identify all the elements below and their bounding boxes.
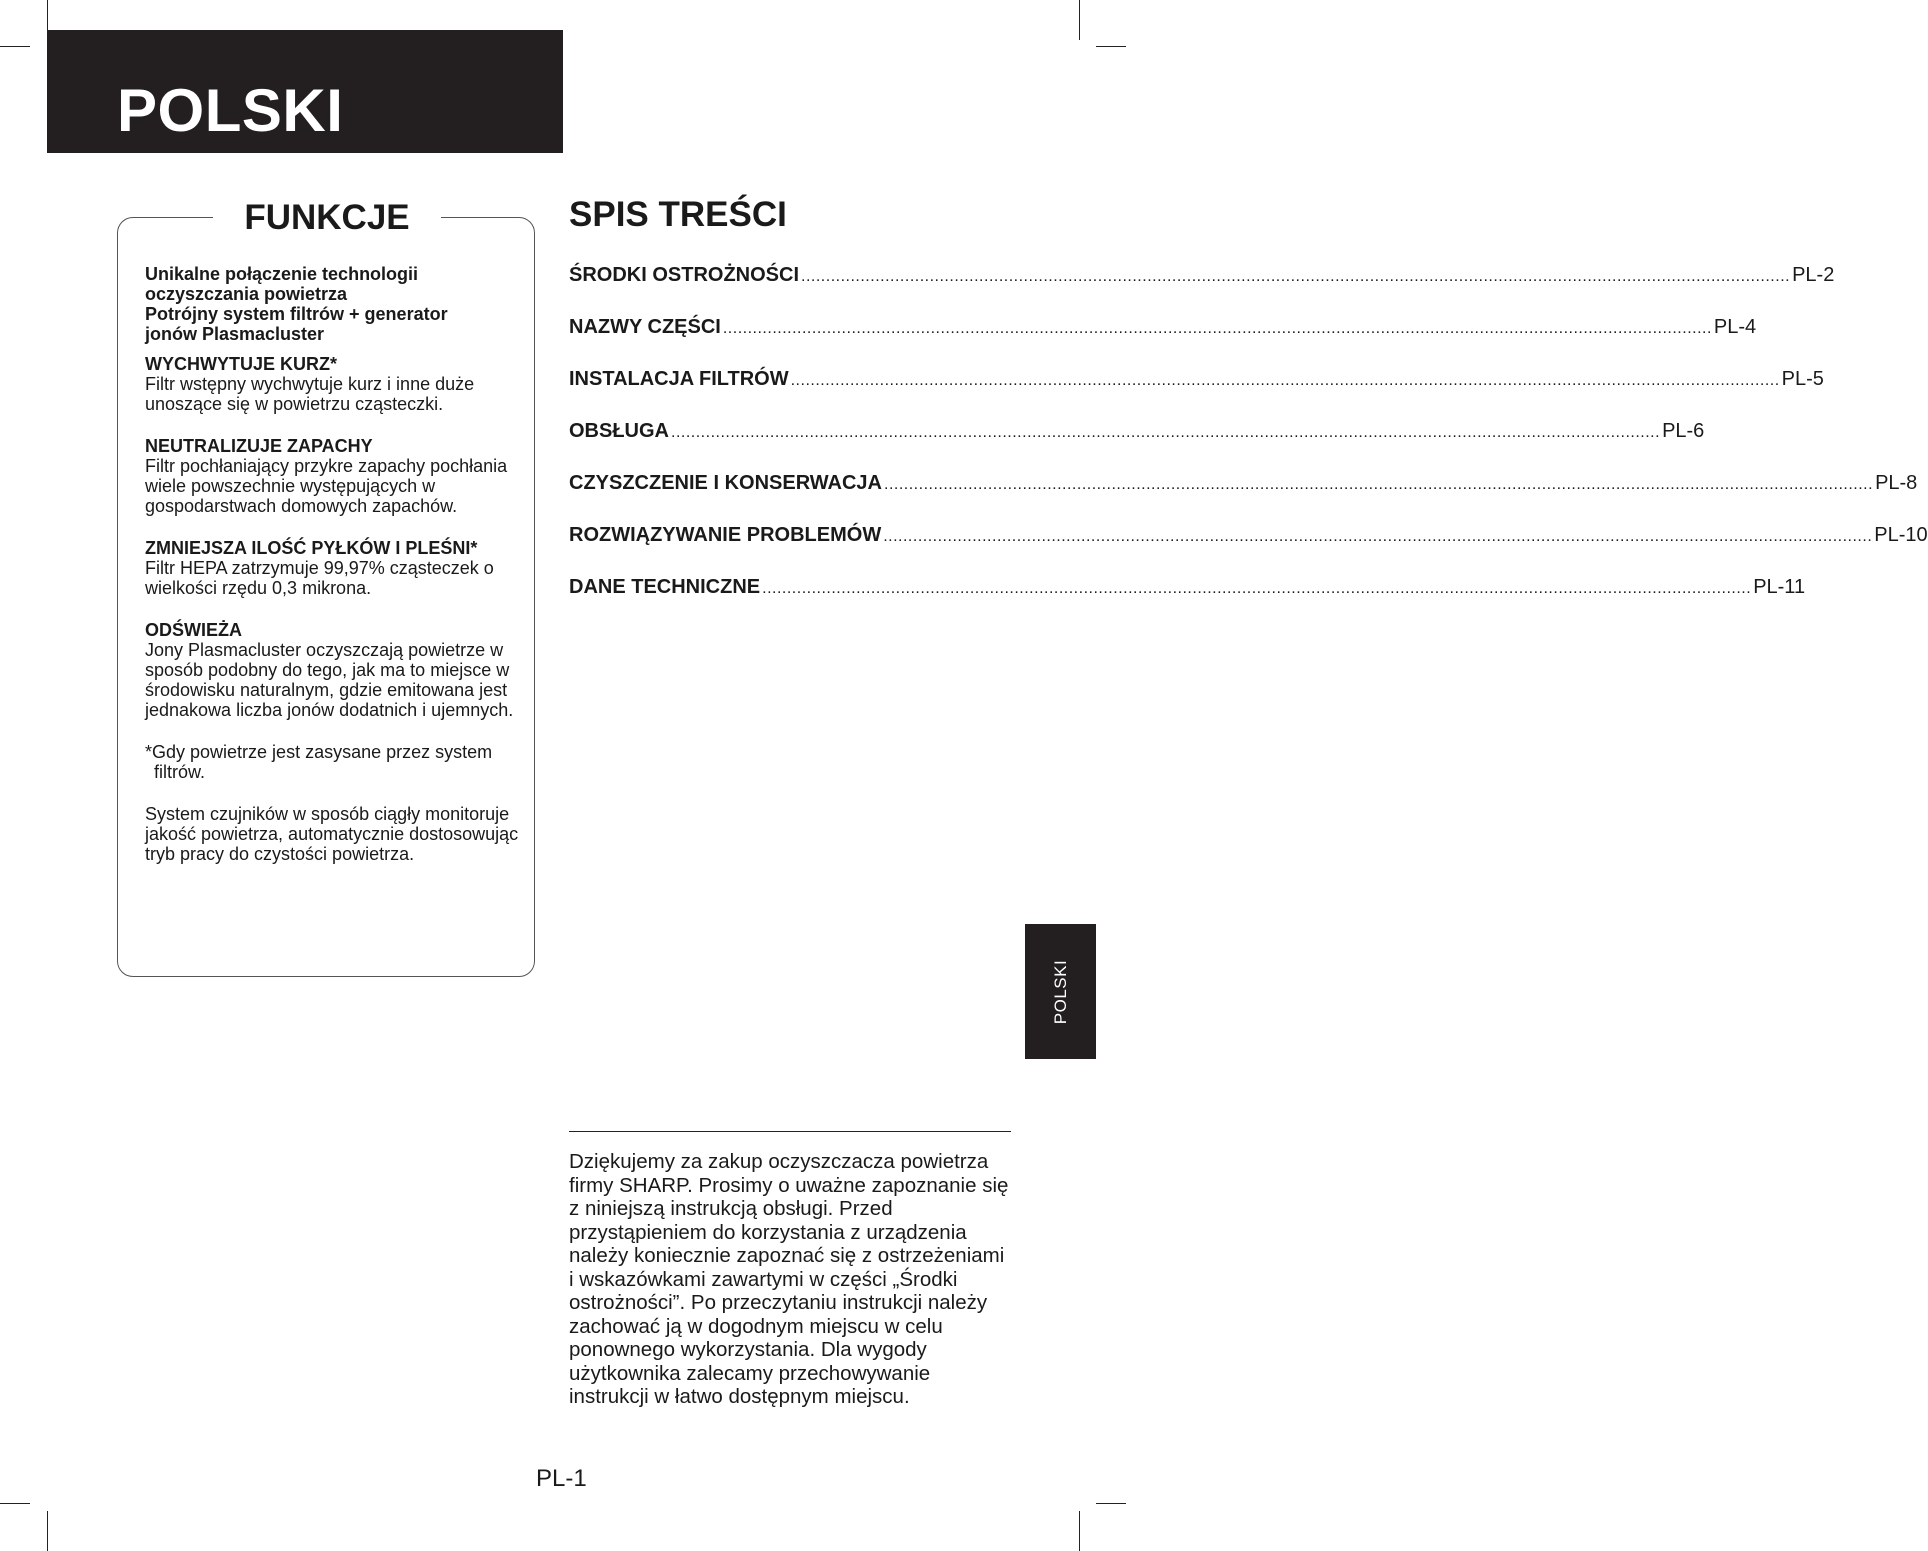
intro-line: oczyszczania powietrza (145, 284, 348, 304)
intro-line: Unikalne połączenie technologii (145, 264, 419, 284)
page-number: PL-1 (536, 1465, 587, 1492)
toc-leader-dots: ........................................................................................................................................................................................................ (883, 528, 1873, 545)
feature-text: Filtr pochłaniający przykre zapachy pochłania wiele powszechnie występujących w gospodarstwach domowych zapachów. (145, 456, 508, 516)
toc-leader-dots: ........................................................................................................................................................................................................ (884, 476, 1874, 493)
feature-text: Jony Plasmacluster oczyszczają powietrze w sposób podobny do tego, jak ma to miejsce w środowisku naturalnym, gdzie emitowana jest jednakowa liczba jonów dodatnich i ujemnych. (145, 640, 514, 720)
intro-line: Potrójny system filtrów + generator (145, 304, 448, 324)
toc-entry[interactable] (569, 314, 1757, 366)
sensor-note: System czujników w sposób ciągły monitoruje jakość powietrza, automatycznie dostosowując tryb pracy do czystości powietrza. (145, 804, 519, 864)
divider (569, 1131, 1011, 1132)
toc-list (569, 262, 1928, 626)
features-title: FUNKCJE (213, 196, 441, 240)
toc-label: CZYSZCZENIE I KONSERWACJA (569, 472, 882, 494)
feature-odors (145, 436, 530, 516)
toc-entry[interactable] (569, 574, 1806, 626)
toc-page: PL-10 (1874, 524, 1928, 546)
toc-entry[interactable] (569, 522, 1928, 574)
toc-page: PL-4 (1713, 316, 1757, 338)
toc-leader-dots: ........................................................................................................................................................................................................ (790, 372, 1780, 389)
toc-page: PL-5 (1781, 368, 1824, 390)
toc-entry[interactable] (569, 418, 1705, 470)
language-side-tab (1025, 924, 1096, 1059)
toc-title: SPIS TREŚCI (569, 195, 787, 234)
feature-text: Filtr HEPA zatrzymuje 99,97% cząsteczek o wielkości rzędu 0,3 mikrona. (145, 558, 494, 598)
toc-entry[interactable] (569, 262, 1835, 314)
toc-entry[interactable] (569, 366, 1824, 418)
toc-page: PL-8 (1875, 472, 1918, 494)
thank-you-text: Dziękujemy za zakup oczyszczacza powietrza firmy SHARP. Prosimy o uważne zapoznanie się z niniejszą instrukcją obsługi. Przed przystąpieniem do korzystania z urządzenia należy koniecznie zapoznać się z ostrzeżeniami i wskazówkami zawartymi w części „Środki ostrożności”. Po przeczytaniu instrukcji należy zachować ją w dogodnym miejscu w celu ponownego wykorzystania. Dla wygody użytkownika zalecamy przechowywanie instrukcji w łatwo dostępnym miejscu. (569, 1150, 1009, 1408)
feature-heading: NEUTRALIZUJE ZAPACHY (145, 436, 373, 456)
intro-line: jonów Plasmacluster (145, 324, 325, 344)
toc-page: PL-11 (1753, 576, 1806, 598)
toc-label: OBSŁUGA (569, 420, 669, 442)
feature-heading: WYCHWYTUJE KURZ* (145, 354, 337, 374)
crop-mark-bottom-left-h (0, 1503, 30, 1504)
feature-dust (145, 354, 530, 414)
toc-leader-dots: ........................................................................................................................................................................................................ (722, 320, 1712, 337)
toc-label: DANE TECHNICZNE (569, 576, 761, 598)
header-band (47, 30, 563, 153)
feature-pollen (145, 538, 530, 598)
crop-mark-bottom-left (47, 1511, 48, 1551)
footnote: *Gdy powietrze jest zasysane przez system filtrów. (145, 742, 493, 782)
crop-mark-top-left-h (0, 46, 30, 47)
features-intro (145, 264, 530, 344)
language-side-tab-label: POLSKI (1050, 959, 1070, 1024)
crop-mark-bottom-right-h (1096, 1503, 1126, 1504)
toc-label: ŚRODKI OSTROŻNOŚCI (569, 264, 800, 286)
toc-label: ROZWIĄZYWANIE PROBLEMÓW (569, 524, 882, 546)
toc-label: NAZWY CZĘŚCI (569, 316, 721, 338)
crop-mark-top-right-h (1096, 46, 1126, 47)
toc-leader-dots: ........................................................................................................................................................................................................ (671, 424, 1661, 441)
feature-text: Filtr wstępny wychwytuje kurz i inne duże unoszące się w powietrzu cząsteczki. (145, 374, 475, 414)
toc-page: PL-2 (1792, 264, 1835, 286)
toc-page: PL-6 (1662, 420, 1705, 442)
feature-freshens (145, 620, 530, 720)
toc-leader-dots: ........................................................................................................................................................................................................ (801, 268, 1791, 285)
page-title: POLSKI (117, 77, 344, 144)
feature-heading: ZMNIEJSZA ILOŚĆ PYŁKÓW I PLEŚNI* (145, 538, 478, 558)
features-content (145, 264, 530, 864)
feature-heading: ODŚWIEŻA (145, 620, 242, 640)
toc-leader-dots: ........................................................................................................................................................................................................ (762, 580, 1752, 597)
crop-mark-bottom-right (1079, 1511, 1080, 1551)
toc-entry[interactable] (569, 470, 1918, 522)
crop-mark-top-right (1079, 0, 1080, 40)
toc-label: INSTALACJA FILTRÓW (569, 368, 789, 390)
